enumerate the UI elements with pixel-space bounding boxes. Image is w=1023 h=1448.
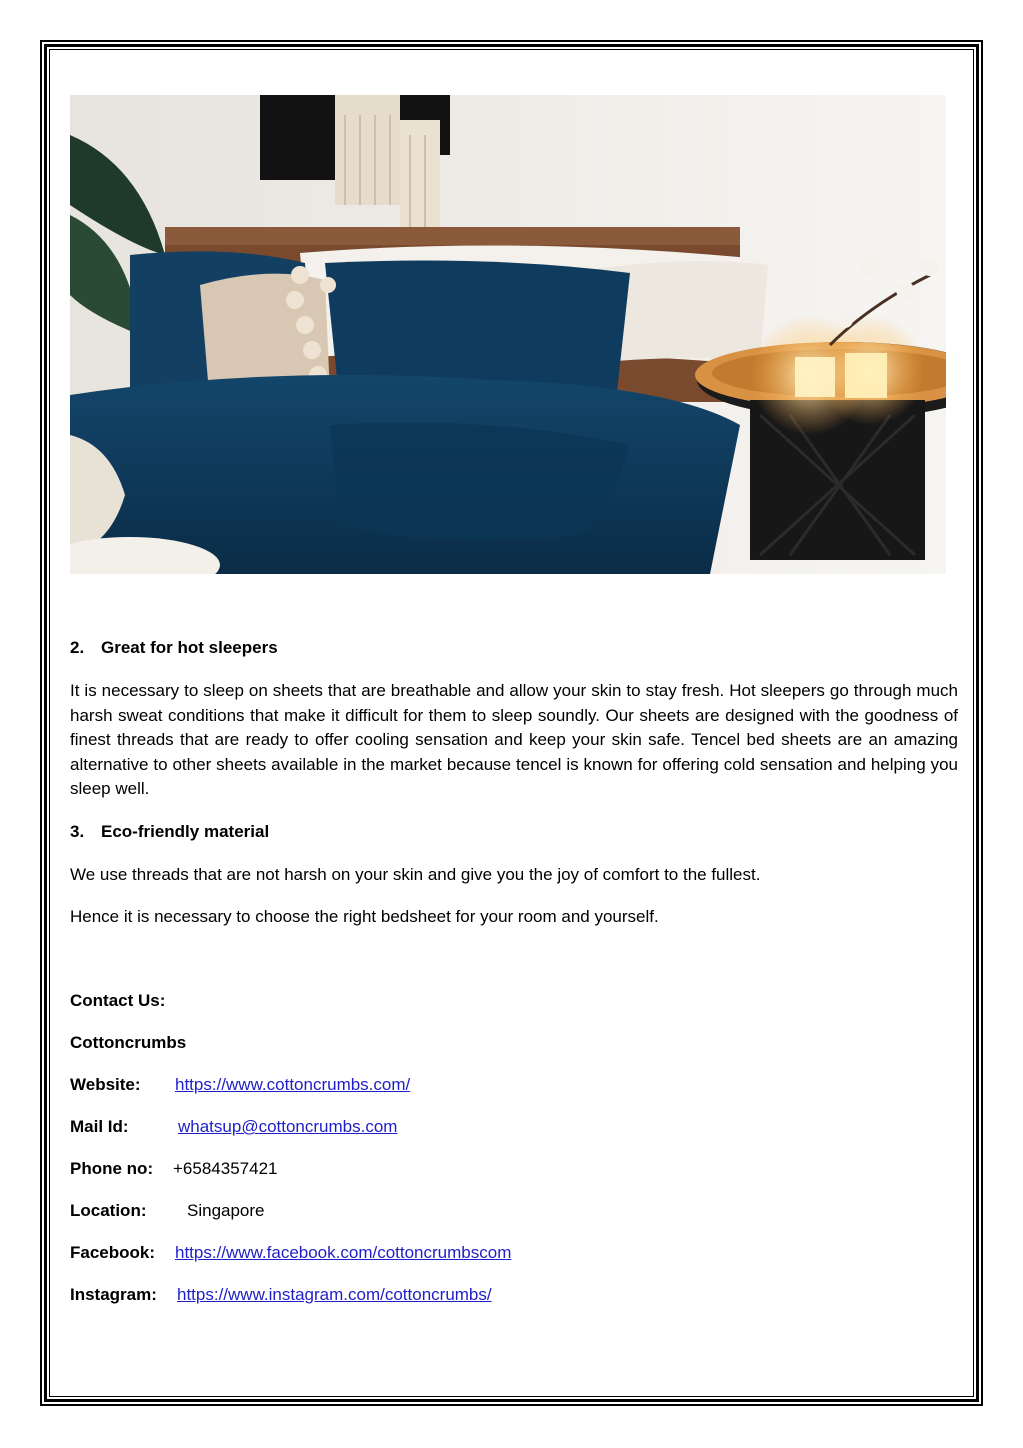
- section-heading-eco-friendly: [70, 821, 269, 843]
- instagram-label: Instagram:: [70, 1285, 157, 1304]
- phone-number: +6584357421: [173, 1159, 278, 1178]
- website-label: Website:: [70, 1075, 141, 1094]
- section-title: Great for hot sleepers: [101, 638, 278, 657]
- facebook-label: Facebook:: [70, 1243, 156, 1262]
- eco-friendly-paragraph: We use threads that are not harsh on your skin and give you the joy of comfort to the fullest.: [70, 865, 761, 884]
- contact-heading: Contact Us:: [70, 991, 166, 1010]
- section-heading-hot-sleepers: [70, 637, 278, 659]
- closing-paragraph: Hence it is necessary to choose the right bedsheet for your room and yourself.: [70, 907, 659, 926]
- section-number: 3.: [70, 822, 85, 841]
- instagram-link[interactable]: https://www.instagram.com/cottoncrumbs/: [177, 1285, 492, 1304]
- phone-label: Phone no:: [70, 1159, 154, 1178]
- website-link[interactable]: https://www.cottoncrumbs.com/: [175, 1075, 411, 1094]
- mail-label: Mail Id:: [70, 1117, 129, 1136]
- mail-link[interactable]: whatsup@cottoncrumbs.com: [178, 1117, 398, 1136]
- location-value: Singapore: [187, 1201, 265, 1220]
- facebook-link[interactable]: https://www.facebook.com/cottoncrumbscom: [175, 1243, 512, 1262]
- hot-sleepers-paragraph: It is necessary to sleep on sheets that are breathable and allow your skin to stay fresh. Hot sleepers go through much harsh sweat conditions that make it difficult for them to sleep soundly. Our sheets are designed with the goodness of finest threads that are ready to offer cooling sensation and keep your skin safe. Tencel bed sheets are an amazing alternative to other sheets available in the market because tencel is known for offering cold sensation and helping you sleep well.: [70, 681, 958, 798]
- bedroom-photo: [70, 95, 946, 574]
- company-name: Cottoncrumbs: [70, 1033, 187, 1052]
- section-number: 2.: [70, 638, 85, 657]
- location-label: Location:: [70, 1201, 147, 1220]
- section-title: Eco-friendly material: [101, 822, 270, 841]
